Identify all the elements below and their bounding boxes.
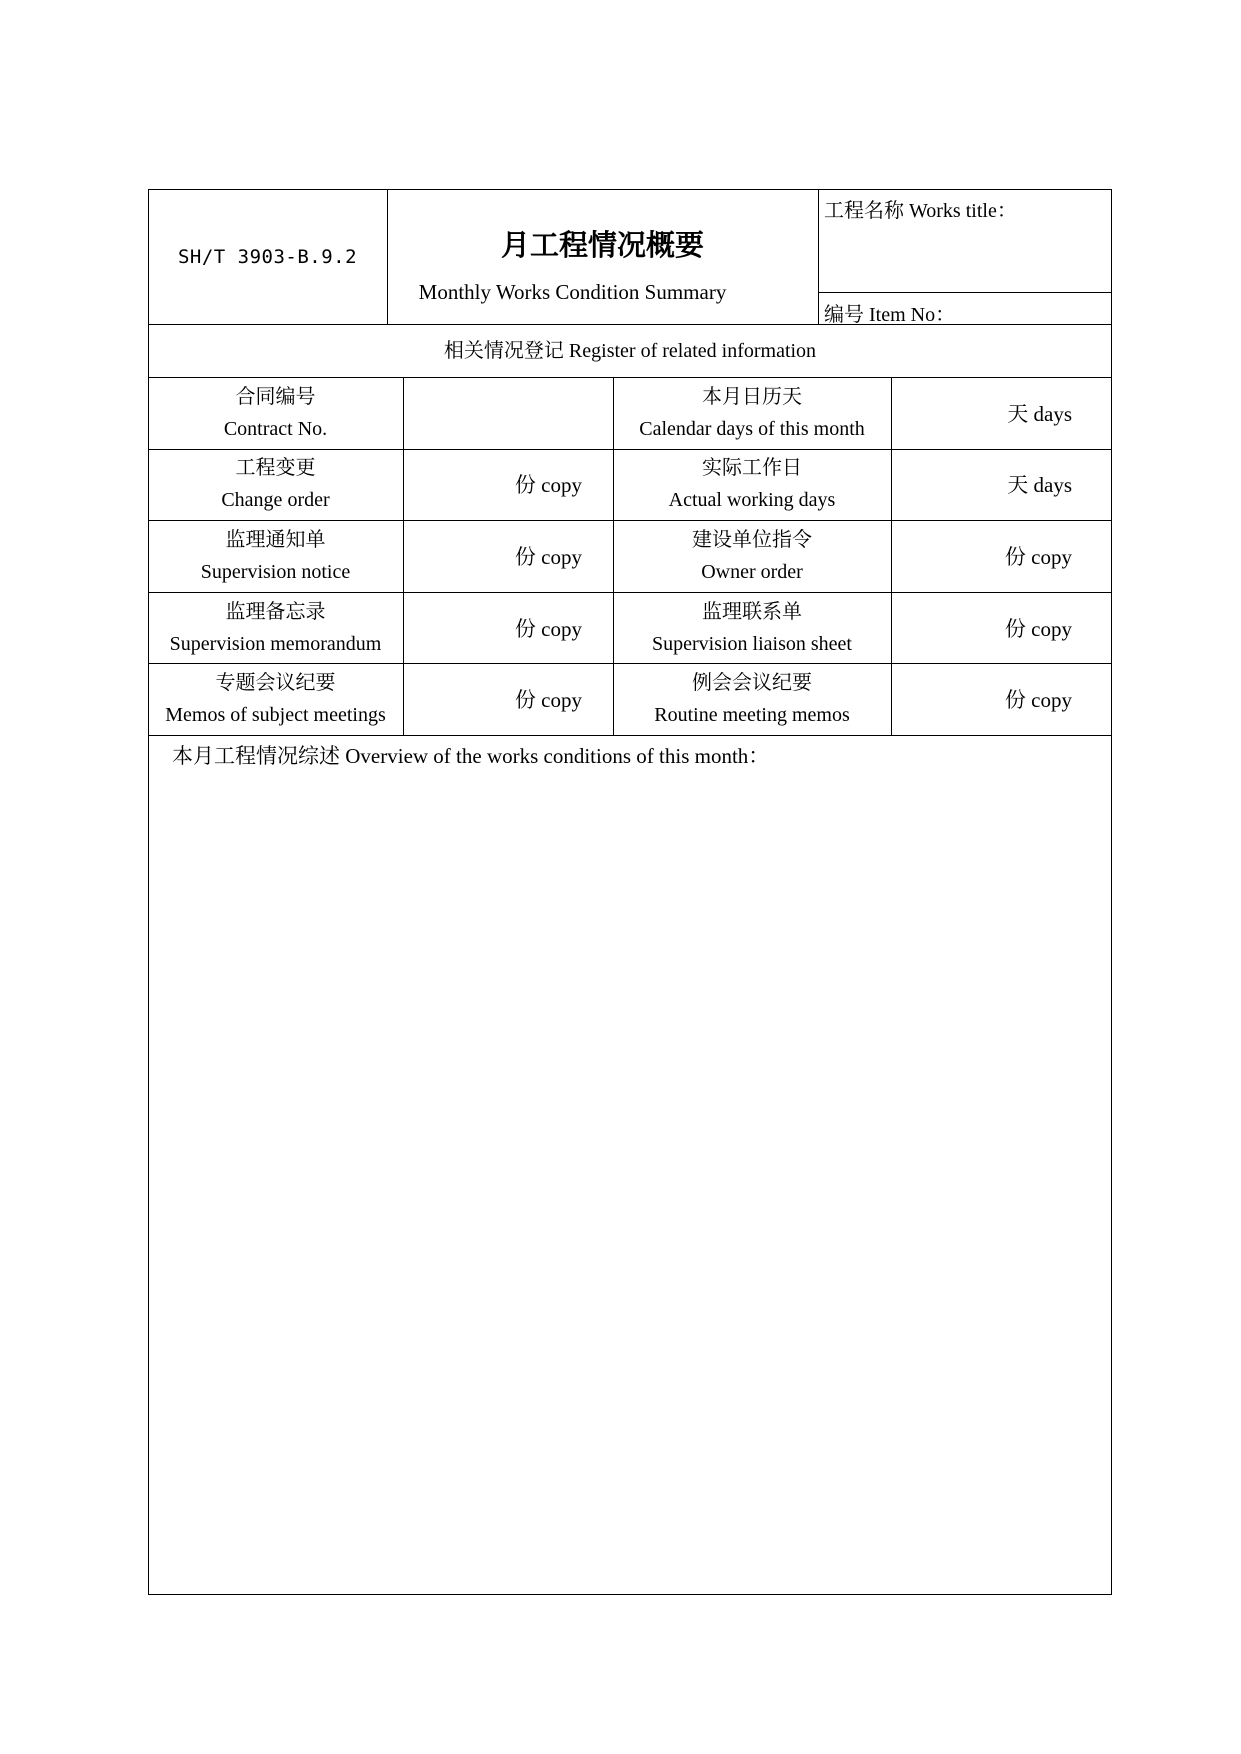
column-divider xyxy=(891,377,892,735)
works-title-label: 工程名称 Works title： xyxy=(824,200,1017,222)
right-unit: 份 copy xyxy=(1004,616,1072,641)
left-field-label-cn: 监理备忘录 xyxy=(225,600,326,623)
item-no-label: 编号 Item No： xyxy=(824,304,956,326)
left-unit: 份 copy xyxy=(514,616,582,641)
page-title: 月工程情况概要 xyxy=(500,228,704,262)
item-no-divider xyxy=(818,292,1112,293)
right-unit: 份 copy xyxy=(1004,688,1072,713)
column-divider xyxy=(613,377,614,735)
left-unit: 份 copy xyxy=(514,688,582,713)
register-heading-cell xyxy=(148,325,1112,377)
column-divider xyxy=(403,377,404,735)
left-field-label-cn: 合同编号 xyxy=(235,385,316,408)
right-value-field[interactable] xyxy=(891,520,1112,592)
left-unit: 份 copy xyxy=(514,544,582,569)
left-value-field[interactable] xyxy=(403,449,613,521)
title-cell xyxy=(387,189,818,325)
left-field-label-en: Contract No. xyxy=(223,417,328,440)
left-field-label-cn: 监理通知单 xyxy=(225,528,326,551)
right-field-label-cell xyxy=(613,663,891,735)
form-code: SH/T 3903-B.9.2 xyxy=(177,246,358,268)
right-unit: 天 days xyxy=(1007,473,1072,498)
right-field-label-cell xyxy=(613,520,891,592)
page-subtitle: Monthly Works Condition Summary xyxy=(418,280,727,304)
left-field-label-en: Supervision notice xyxy=(200,560,351,583)
right-unit: 天 days xyxy=(1007,401,1072,426)
left-value-field[interactable] xyxy=(403,663,613,735)
right-field-label-cn: 例会会议纪要 xyxy=(692,672,812,695)
left-field-label-en: Memos of subject meetings xyxy=(165,704,386,727)
right-value-field[interactable] xyxy=(891,592,1112,664)
right-field-label-cell xyxy=(613,377,891,449)
left-field-label-cell xyxy=(148,377,403,449)
right-value-field[interactable] xyxy=(891,663,1112,735)
form-code-cell xyxy=(148,189,387,325)
right-unit: 份 copy xyxy=(1004,544,1072,569)
left-field-label-cell xyxy=(148,449,403,521)
left-field-label-cell xyxy=(148,520,403,592)
left-field-label-en: Change order xyxy=(221,489,330,512)
left-field-label-cell xyxy=(148,663,403,735)
left-field-label-en: Supervision memorandum xyxy=(169,632,382,655)
right-field-label-cn: 本月日历天 xyxy=(702,385,802,408)
left-field-label-cn: 专题会议纪要 xyxy=(215,672,336,695)
register-heading: 相关情况登记 Register of related information xyxy=(443,340,817,362)
left-value-field[interactable] xyxy=(403,592,613,664)
right-field-label-cn: 监理联系单 xyxy=(702,600,802,623)
overview-text-area[interactable] xyxy=(150,772,1110,1592)
row-divider xyxy=(148,735,1112,736)
right-field-label-cell xyxy=(613,449,891,521)
right-field-label-cell xyxy=(613,592,891,664)
right-value-field[interactable] xyxy=(891,449,1112,521)
right-field-label-en: Actual working days xyxy=(668,489,836,512)
left-unit: 份 copy xyxy=(514,473,582,498)
right-field-label-en: Owner order xyxy=(701,560,803,583)
left-value-field[interactable] xyxy=(403,520,613,592)
right-field-label-en: Routine meeting memos xyxy=(654,704,850,727)
left-field-label-cell xyxy=(148,592,403,664)
header-divider-2 xyxy=(818,189,819,325)
left-field-label-cn: 工程变更 xyxy=(235,457,316,480)
right-field-label-cn: 建设单位指令 xyxy=(692,528,812,551)
right-field-label-en: Calendar days of this month xyxy=(639,417,865,440)
overview-label: 本月工程情况综述 Overview of the works conditions of this month： xyxy=(172,744,770,768)
right-field-label-en: Supervision liaison sheet xyxy=(652,632,852,655)
right-field-label-cn: 实际工作日 xyxy=(702,457,802,480)
right-value-field[interactable] xyxy=(891,377,1112,449)
left-value-field[interactable] xyxy=(403,377,613,449)
